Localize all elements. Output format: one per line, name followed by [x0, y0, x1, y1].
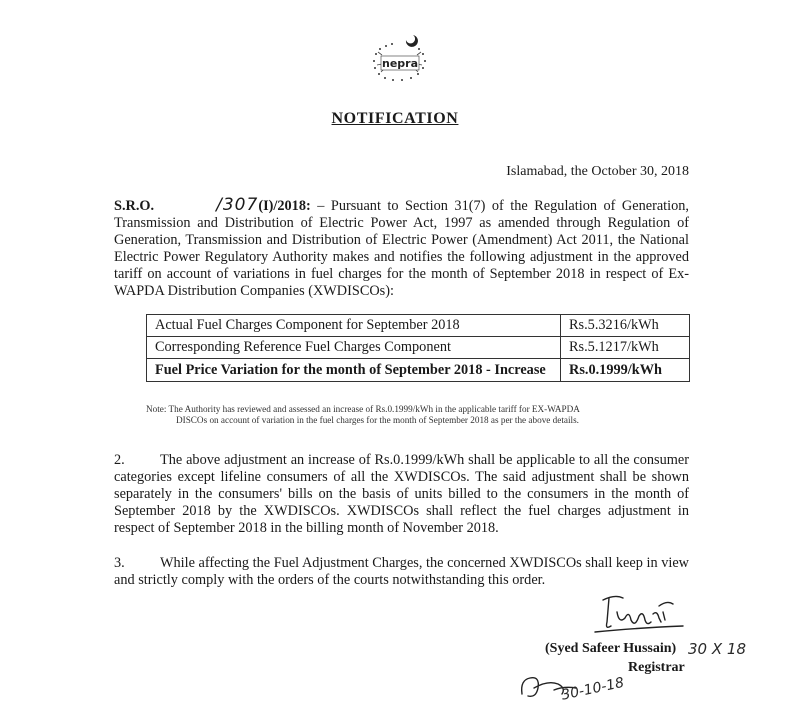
- svg-text:nepra: nepra: [381, 57, 419, 70]
- paragraph-number: 3.: [114, 555, 125, 571]
- notification-title: NOTIFICATION: [331, 110, 459, 127]
- initials-date: 30-10-18: [560, 674, 626, 704]
- paragraph-text: While affecting the Fuel Adjustment Charges, the concerned XWDISCOs shall keep in view and strictly comply with the orders of the courts notwithstanding this order.: [114, 555, 689, 588]
- signatory-name: (Syed Safeer Hussain): [545, 641, 677, 656]
- paragraph-number: 2.: [114, 452, 125, 468]
- handwritten-signature: [585, 590, 690, 638]
- nepra-logo: [366, 34, 436, 84]
- row-value: Rs.0.1999/kWh: [561, 359, 690, 382]
- row-value: Rs.5.3216/kWh: [561, 315, 690, 337]
- sro-year: (I)/2018:: [258, 198, 311, 214]
- sro-text: – Pursuant to Section 31(7) of the Regulation of Generation, Transmission and Distribution of Electric Power Act, 1997 as amended through Regulation of Generation, Transmission and Distribution of Electric Power (Amendment) Act 2011, the National Electric Power Regulatory Authority makes and notifies the following adjustment in the approved tariff on account of variations in fuel charges for the month of September 2018 in respect of Ex-WAPDA Distribution Companies (XWDISCOs):: [114, 198, 689, 299]
- table-row-total: [147, 359, 690, 382]
- signatory-title: Registrar: [628, 660, 685, 675]
- paragraph-3: [114, 555, 689, 589]
- sro-number: /307: [216, 195, 259, 215]
- sro-paragraph: [114, 197, 689, 300]
- note-line-1: Note: The Authority has reviewed and assessed an increase of Rs.0.1999/kWh in the applicable tariff for EX-WAPDA: [146, 404, 580, 414]
- table-row: [147, 337, 690, 359]
- row-label: Actual Fuel Charges Component for September 2018: [147, 315, 561, 337]
- row-label: Corresponding Reference Fuel Charges Component: [147, 337, 561, 359]
- row-value: Rs.5.1217/kWh: [561, 337, 690, 359]
- paragraph-text: The above adjustment an increase of Rs.0.1999/kWh shall be applicable to all the consumer categories except lifeline consumers of all the XWDISCOs. The said adjustment shall be shown separately in the consumers' bills on the basis of units billed to the consumers in the month of September 2018 by the XWDISCOs. XWDISCOs shall reflect the fuel charges adjustment in respect of September 2018 in the billing month of November 2018.: [114, 452, 689, 536]
- table-note: [146, 404, 686, 426]
- sro-label: S.R.O.: [114, 198, 155, 214]
- row-label: Fuel Price Variation for the month of September 2018 - Increase: [147, 359, 561, 382]
- handwritten-date: 30 X 18: [688, 640, 746, 658]
- dateline: Islamabad, the October 30, 2018: [506, 164, 689, 179]
- note-line-2: DISCOs on account of variation in the fuel charges for the month of September 2018 as per the above details.: [176, 415, 579, 425]
- table-row: [147, 315, 690, 337]
- fuel-charges-table: [146, 314, 690, 382]
- paragraph-2: [114, 452, 689, 537]
